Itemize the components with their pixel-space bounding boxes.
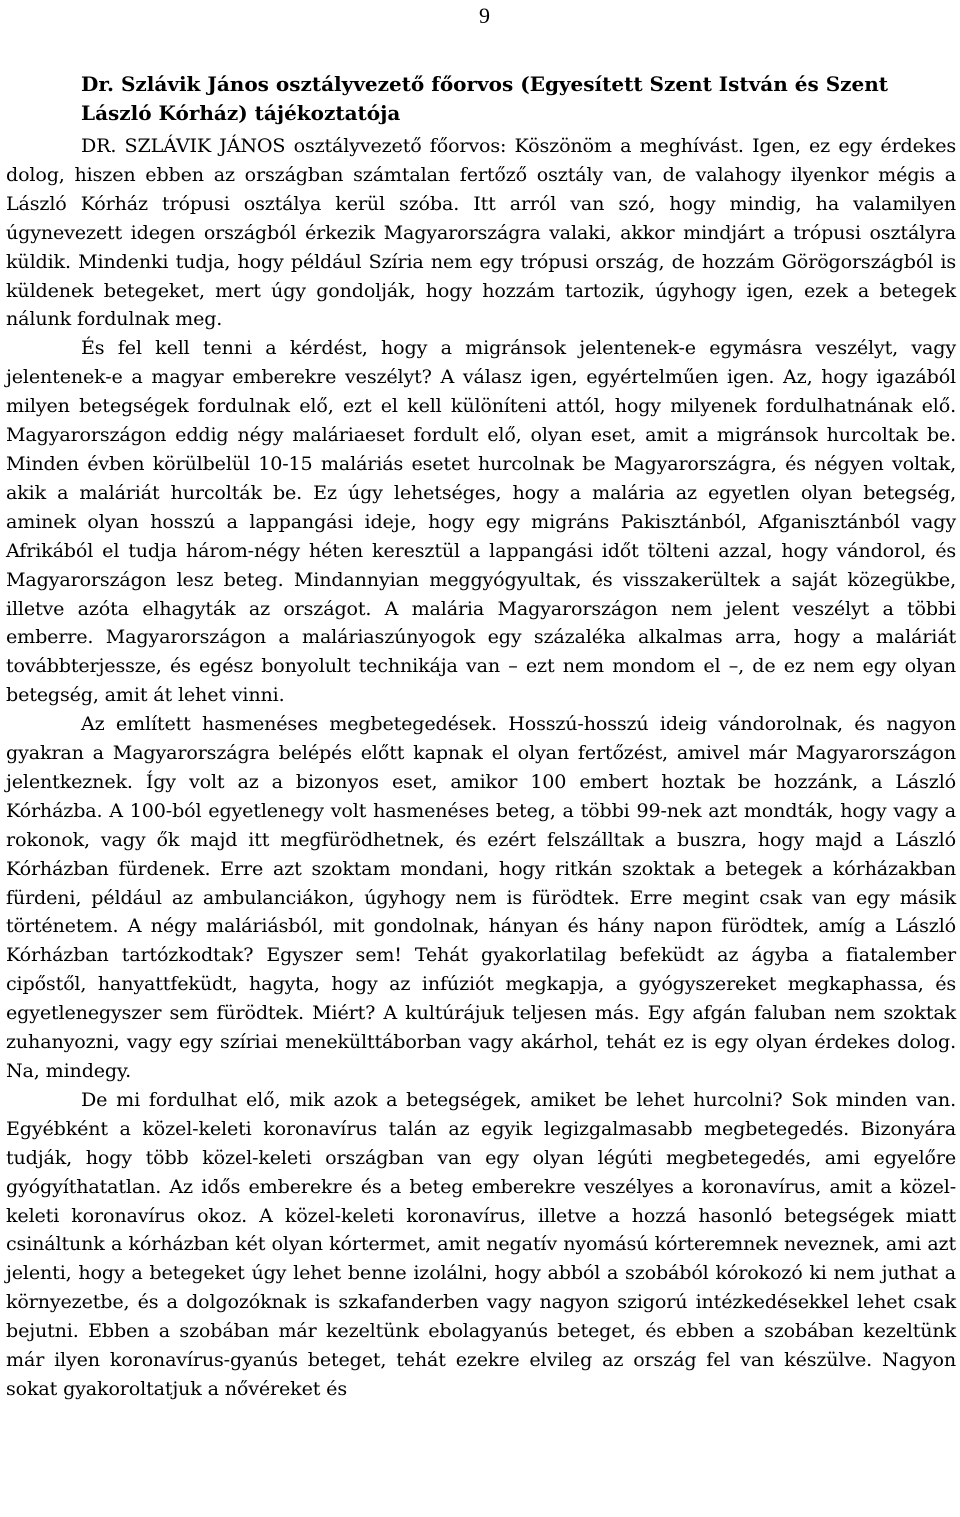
document-body — [6, 70, 956, 1404]
paragraph: De mi fordulhat elő, mik azok a betegségek, amiket be lehet hurcolni? Sok minden van. Egyébként a közel-keleti koronavírus talán az egyik legizgalmasabb megbetegedés. Bizonyára tudják, hogy több közel-keleti országban van egy olyan légúti megbetegedés, ami egyelőre gyógyíthatatlan. Az idős emberekre és a beteg emberekre veszélyes a koronavírus, amit a közel-keleti koronavírus okoz. A közel-keleti koronavírus, illetve a hozzá hasonló betegségek miatt csináltunk a kórházban két olyan kórtermet, amit negatív nyomású kórteremnek neveznek, ami azt jelenti, hogy a betegeket úgy lehet benne izolálni, hogy abból a szobából kórokozó ki nem juthat a környezetbe, és a dolgozóknak is szkafanderben vagy nagyon szigorú intézkedésekkel lehet csak bejutni. Ebben a szobában már kezeltünk ebolagyanús beteget, és ebben a szobában kezeltünk már ilyen koronavírus-gyanús beteget, tehát ezekre elvileg az ország fel van készülve. Nagyon sokat gyakoroltatjuk a nővéreket és — [6, 1087, 956, 1400]
page-number: 9 — [479, 3, 490, 28]
paragraph: Az említett hasmenéses megbetegedések. Hosszú-hosszú ideig vándorolnak, és nagyon gyakran a Magyarországra belépés előtt kapnak el olyan fertőzést, amivel már Magyarországon jelentkeznek. Így volt az a bizonyos eset, amikor 100 embert hoztak be hozzánk, a László Kórházba. A 100-ból egyetlenegy volt hasmenéses beteg, a többi 99-nek azt mondták, hogy vagy a rokonok, vagy ők majd itt megfürödhetnek, és ezért felszálltak a buszra, hogy majd a László Kórházban fürdenek. Erre azt szoktam mondani, hogy ritkán szoktak a betegek a kórházakban fürdeni, például az ambulanciákon, úgyhogy nem is fürödtek. Erre megint csak van egy másik történetem. A négy maláriásból, mit gondolnak, hányan és hány napon fürödtek, amíg a László Kórházban tartózkodtak? Egyszer sem! Tehát gyakorlatilag befeküdt az ágyba a fiatalember cipőstől, hanyattfeküdt, hagyta, hogy az infúziót megkapja, a gyógyszereket megkaphassa, és egyetlenegyszer sem fürödtek. Miért? A kultúrájuk teljesen más. Egy afgán faluban nem szoktak zuhanyozni, vagy egy szíriai menekülttáborban vagy akárhol, tehát ez is egy olyan érdekes dolog. Na, mindegy. — [6, 712, 956, 1082]
section-heading: Dr. Szlávik János osztályvezető főorvos (Egyesített Szent István és Szent László Kórház) tájékoztatója — [81, 72, 888, 125]
paragraph: És fel kell tenni a kérdést, hogy a migránsok jelentenek-e egymásra veszélyt, vagy jelentenek-e a magyar emberekre veszélyt? A válasz igen, egyértelműen igen. Az, hogy igazából milyen betegségek fordulnak elő, ezt el kell különíteni attól, hogy milyenek fordulhatnának elő. Magyarországon eddig négy maláriaeset fordult elő, olyan eset, amit a migránsok hurcoltak be. Minden évben körülbelül 10-15 maláriás esetet hurcolnak be Magyarországra, és négyen voltak, akik a maláriát hurcolták be. Ez úgy lehetséges, hogy a malária az egyetlen olyan betegség, aminek olyan hosszú a lappangási ideje, hogy egy migráns Pakisztánból, Afganisztánból vagy Afrikából el tudja három-négy héten keresztül a lappangási időt tölteni azzal, hogy vándorol, és Magyarországon lesz beteg. Mindannyian meggyógyultak, és visszakerültek a saját közegükbe, illetve azóta elhagyták az országot. A malária Magyarországon nem jelent veszélyt a többi emberre. Magyarországon a maláriaszúnyogok egy százaléka alkalmas arra, hogy a maláriát továbbterjessze, és egész bonyolult technikája van – ezt nem mondom el –, de ez nem egy olyan betegség, amit át lehet vinni. — [6, 336, 956, 707]
paragraph: DR. SZLÁVIK JÁNOS osztályvezető főorvos: Köszönöm a meghívást. Igen, ez egy érdekes dolog, hiszen ebben az országban számtalan fertőző osztály van, de valahogy ilyenkor mégis a László Kórház trópusi osztálya kerül szóba. Itt arról van szó, hogy mindig, ha valamilyen úgynevezett idegen országból érkezik Magyarországra valaki, akkor mindjárt a trópusi osztályra küldik. Mindenki tudja, hogy például Szíria nem egy trópusi ország, de hozzám Görögországból is küldenek betegeket, mert úgy gondolják, hogy hozzám tartozik, úgyhogy igen, ezek a betegek nálunk fordulnak meg. — [6, 134, 956, 331]
